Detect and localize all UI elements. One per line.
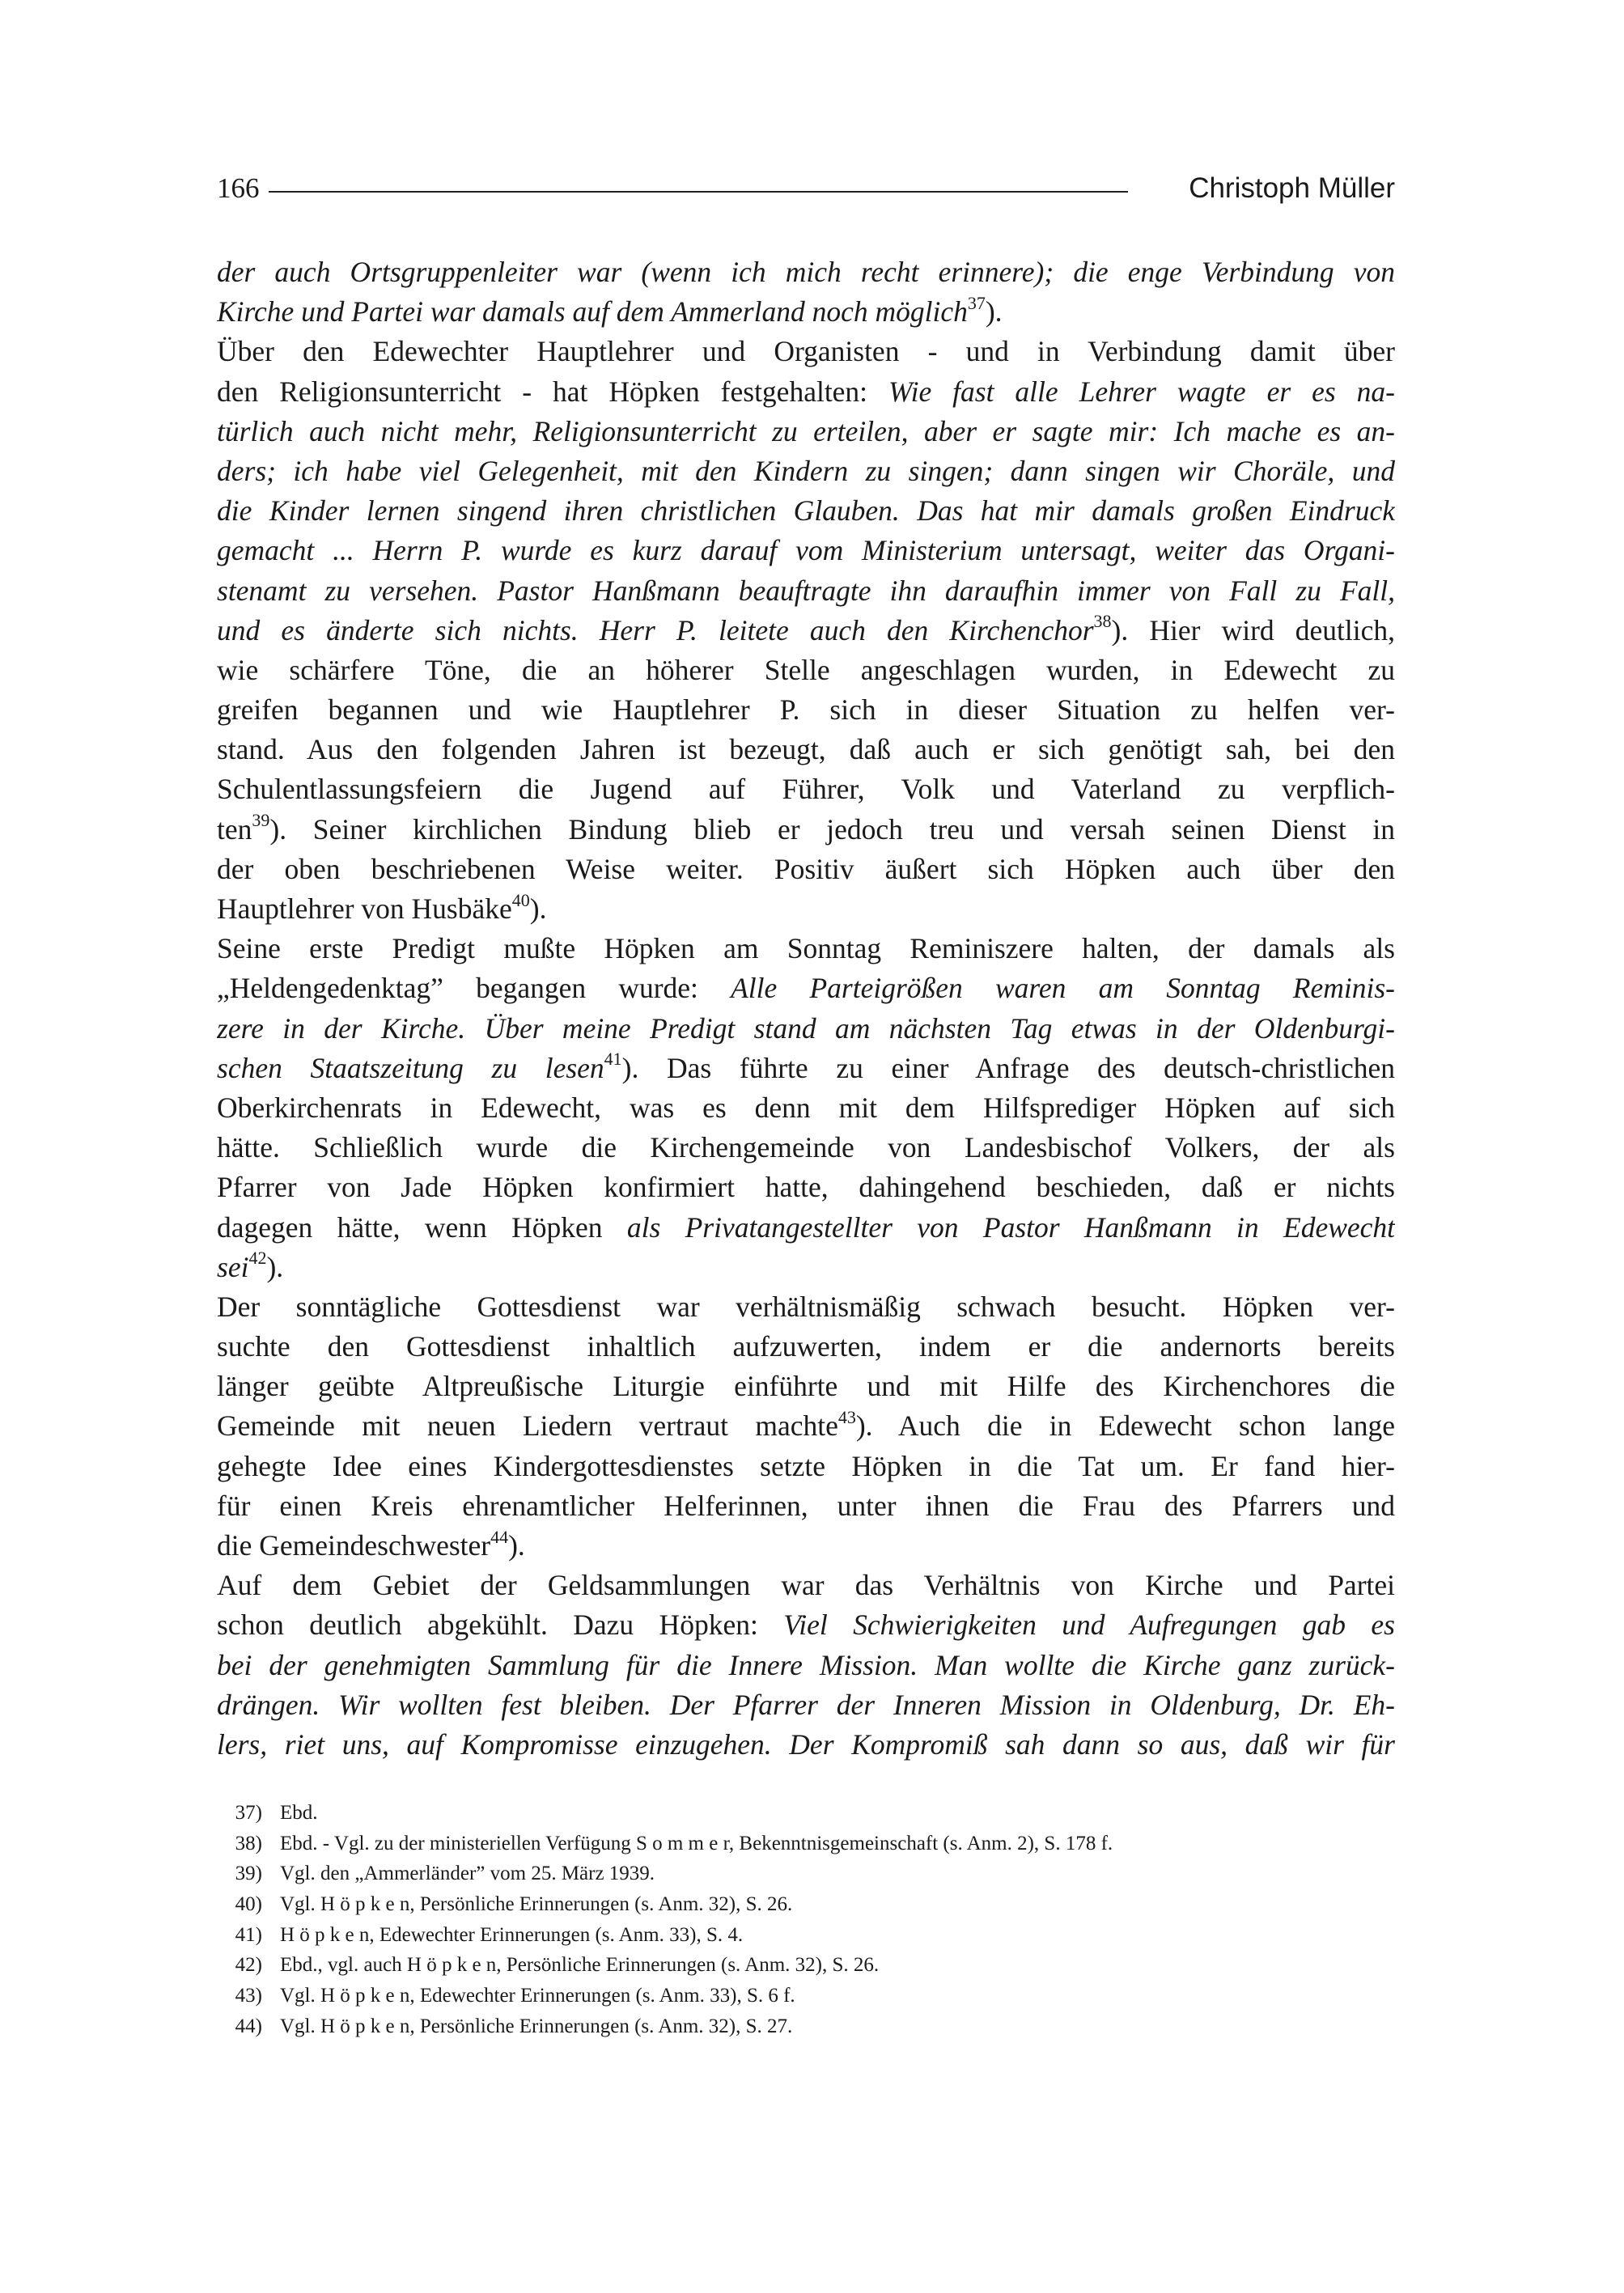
text-line — [217, 571, 1395, 611]
footnote-number: 44) — [235, 2015, 262, 2037]
footnote — [217, 1889, 1395, 1920]
body-text — [217, 252, 1395, 1765]
text-segment: Oberkirchenrats in Edewecht, was es denn mit dem Hilfsprediger Höpken auf sich — [217, 1091, 1395, 1124]
text-line — [217, 372, 1395, 412]
text-line — [217, 850, 1395, 889]
footnote-number: 42) — [235, 1954, 262, 1977]
text-segment: Viel Schwierigkeiten und Aufregungen gab es — [783, 1608, 1395, 1642]
text-line — [217, 252, 1395, 292]
text-line — [217, 1168, 1395, 1207]
text-line — [217, 810, 1395, 850]
text-segment: Über den Edewechter Hauptlehrer und Organisten - und in Verbindung damit über — [217, 335, 1395, 368]
text-segment: stenamt zu versehen. Pastor Hanßmann beauftragte ihn daraufhin immer von Fall zu Fall, — [217, 574, 1395, 607]
footnote-number: 40) — [235, 1893, 262, 1916]
text-line — [217, 1486, 1395, 1526]
text-segment: Seine erste Predigt mußte Höpken am Sonntag Reminiszere halten, der damals als — [217, 932, 1395, 965]
text-line — [217, 651, 1395, 690]
text-segment: Wie fast alle Lehrer wagte er es na- — [888, 375, 1395, 408]
footnote — [217, 1798, 1395, 1829]
page-number: 166 — [217, 172, 260, 204]
text-line — [217, 1287, 1395, 1327]
text-segment: ders; ich habe viel Gelegenheit, mit den Kindern zu singen; dann singen wir Choräle, und — [217, 454, 1395, 487]
footnote-text: Vgl. H ö p k e n, Edewechter Erinnerungen (s. Anm. 33), S. 6 f. — [280, 1985, 795, 2007]
text-segment: Alle Parteigrößen waren am Sonntag Reminis- — [731, 972, 1395, 1005]
text-segment: die Kinder lernen singend ihren christlichen Glauben. Das hat mir damals großen Eindruck — [217, 494, 1395, 528]
text-segment: die Gemeindeschwester — [217, 1529, 491, 1562]
footnote-text: Ebd., vgl. auch H ö p k e n, Persönliche Erinnerungen (s. Anm. 32), S. 26. — [280, 1954, 880, 1977]
text-segment: sei — [217, 1250, 249, 1283]
text-segment: ). — [985, 295, 1003, 328]
text-segment: schen Staatszeitung zu lesen — [217, 1051, 604, 1084]
text-segment: Kirche und Partei war damals auf dem Ammerland noch möglich — [217, 295, 968, 328]
text-segment: bei der genehmigten Sammlung für die Innere Mission. Man wollte die Kirche ganz zurück- — [217, 1648, 1395, 1681]
text-line — [217, 1248, 1395, 1287]
text-line — [217, 292, 1395, 332]
text-line — [217, 1406, 1395, 1446]
text-segment: suchte den Gottesdienst inhaltlich aufzuwerten, indem er die andernorts bereits — [217, 1330, 1395, 1363]
text-segment: drängen. Wir wollten fest bleiben. Der Pfarrer der Inneren Mission in Oldenburg, Dr. Eh- — [217, 1688, 1395, 1721]
text-line — [217, 1128, 1395, 1168]
text-segment: zere in der Kirche. Über meine Predigt stand am nächsten Tag etwas in der Oldenburgi- — [217, 1011, 1395, 1045]
footnote — [217, 1950, 1395, 1981]
text-segment: ten — [217, 812, 252, 846]
footnote-reference: 38 — [1093, 611, 1112, 632]
text-line — [217, 1447, 1395, 1486]
text-line — [217, 531, 1395, 570]
text-line — [217, 690, 1395, 730]
text-segment: stand. Aus den folgenden Jahren ist bezeugt, daß auch er sich genötigt sah, bei den — [217, 733, 1395, 766]
footnote-text: Ebd. — [280, 1802, 318, 1824]
footnote-reference: 44 — [490, 1526, 509, 1547]
footnote — [217, 1859, 1395, 1889]
text-line — [217, 1605, 1395, 1645]
footnote-number: 37) — [235, 1802, 262, 1824]
footnote-text: Vgl. den „Ammerländer” vom 25. März 1939. — [280, 1863, 655, 1885]
running-title: Christoph Müller — [1189, 172, 1395, 204]
text-line — [217, 412, 1395, 451]
footnote-number: 38) — [235, 1832, 262, 1854]
footnote-text: H ö p k e n, Edewechter Erinnerungen (s. Anm. 33), S. 4. — [280, 1923, 744, 1946]
footnote-text: Ebd. - Vgl. zu der ministeriellen Verfügung S o m m e r, Bekenntnisgemeinschaft (s. Anm. 2), S. 178 f. — [280, 1832, 1113, 1854]
text-line — [217, 968, 1395, 1008]
footnote-number: 39) — [235, 1863, 262, 1885]
text-segment: „Heldengedenktag” begangen wurde: — [217, 972, 731, 1005]
text-line — [217, 1049, 1395, 1088]
text-segment: Der sonntägliche Gottesdienst war verhältnismäßig schwach besucht. Höpken ver- — [217, 1290, 1395, 1323]
text-segment: länger geübte Altpreußische Liturgie einführte und mit Hilfe des Kirchenchores die — [217, 1370, 1395, 1403]
text-line — [217, 332, 1395, 371]
text-segment: der oben beschriebenen Weise weiter. Positiv äußert sich Höpken auch über den — [217, 852, 1395, 885]
text-line — [217, 1327, 1395, 1367]
footnote — [217, 2011, 1395, 2042]
text-line — [217, 730, 1395, 769]
text-segment: schon deutlich abgekühlt. Dazu Höpken: — [217, 1608, 784, 1642]
text-segment: Gemeinde mit neuen Liedern vertraut machte — [217, 1409, 838, 1443]
text-segment: ). — [266, 1250, 284, 1283]
footnote — [217, 1829, 1395, 1859]
text-segment: greifen begannen und wie Hauptlehrer P. sich in dieser Situation zu helfen ver- — [217, 693, 1395, 727]
text-segment: für einen Kreis ehrenamtlicher Helferinnen, unter ihnen die Frau des Pfarrers und — [217, 1489, 1395, 1522]
text-segment: der auch Ortsgruppenleiter war (wenn ich mich recht erinnere); die enge Verbindung von — [217, 256, 1395, 288]
text-line — [217, 451, 1395, 491]
text-line — [217, 1526, 1395, 1566]
footnote-reference: 37 — [967, 292, 986, 313]
text-line — [217, 769, 1395, 809]
text-segment: türlich auch nicht mehr, Religionsunterricht zu erteilen, aber er sagte mir: Ich mache es an- — [217, 414, 1395, 447]
footnote-reference: 39 — [252, 810, 270, 831]
text-segment: ). Seiner kirchlichen Bindung blieb er jedoch treu und versah seinen Dienst in — [269, 812, 1395, 846]
text-segment: ). Das führte zu einer Anfrage des deutsch-christlichen — [621, 1051, 1395, 1084]
footnote-text: Vgl. H ö p k e n, Persönliche Erinnerungen (s. Anm. 32), S. 26. — [280, 1893, 793, 1916]
text-segment: wie schärfere Töne, die an höherer Stelle angeschlagen wurden, in Edewecht zu — [217, 653, 1395, 686]
text-segment: und es änderte sich nichts. Herr P. leitete auch den Kirchenchor — [217, 613, 1094, 646]
text-segment: gehegte Idee eines Kindergottesdienstes setzte Höpken in die Tat um. Er fand hier- — [217, 1449, 1395, 1482]
text-line — [217, 1646, 1395, 1685]
footnote-reference: 42 — [248, 1248, 267, 1269]
text-segment: gemacht ... Herrn P. wurde es kurz darauf vom Ministerium untersagt, weiter das Organi- — [217, 534, 1395, 567]
text-segment: Pfarrer von Jade Höpken konfirmiert hatte, dahingehend beschieden, daß er nichts — [217, 1171, 1395, 1204]
text-segment: Schulentlassungsfeiern die Jugend auf Führer, Volk und Vaterland zu verpflich- — [217, 773, 1395, 806]
text-segment: hätte. Schließlich wurde die Kirchengemeinde von Landesbischof Volkers, der als — [217, 1131, 1395, 1164]
text-segment: ). Hier wird deutlich, — [1111, 613, 1395, 646]
footnote-text: Vgl. H ö p k e n, Persönliche Erinnerungen (s. Anm. 32), S. 27. — [280, 2015, 793, 2037]
text-line — [217, 1367, 1395, 1406]
footnote-reference: 40 — [511, 889, 530, 910]
footnote-reference: 43 — [837, 1407, 856, 1428]
text-segment: den Religionsunterricht - hat Höpken festgehalten: — [217, 375, 888, 408]
text-line — [217, 1725, 1395, 1765]
text-segment: ). Auch die in Edewecht schon lange — [855, 1409, 1395, 1443]
footnotes — [217, 1798, 1395, 2042]
footnote-number: 41) — [235, 1923, 262, 1946]
text-segment: Hauptlehrer von Husbäke — [217, 892, 512, 925]
text-line — [217, 889, 1395, 929]
footnote-reference: 41 — [604, 1049, 622, 1070]
running-header — [217, 168, 1395, 209]
text-line — [217, 1685, 1395, 1725]
text-line — [217, 611, 1395, 651]
text-line — [217, 491, 1395, 531]
text-line — [217, 1088, 1395, 1128]
text-line — [217, 1208, 1395, 1248]
text-line — [217, 1566, 1395, 1605]
header-rule — [269, 191, 1128, 193]
text-segment: lers, riet uns, auf Kompromisse einzugehen. Der Kompromiß sah dann so aus, daß wir für — [217, 1727, 1395, 1761]
text-line — [217, 929, 1395, 968]
footnote-number: 43) — [235, 1985, 262, 2007]
text-segment: ). — [529, 892, 547, 925]
footnote — [217, 1981, 1395, 2011]
text-segment: Auf dem Gebiet der Geldsammlungen war das Verhältnis von Kirche und Partei — [217, 1569, 1395, 1602]
text-segment: ). — [508, 1529, 525, 1562]
footnote — [217, 1920, 1395, 1951]
text-segment: dagegen hätte, wenn Höpken — [217, 1210, 627, 1244]
text-line — [217, 1009, 1395, 1049]
text-segment: als Privatangestellter von Pastor Hanßmann in Edewecht — [626, 1210, 1395, 1244]
